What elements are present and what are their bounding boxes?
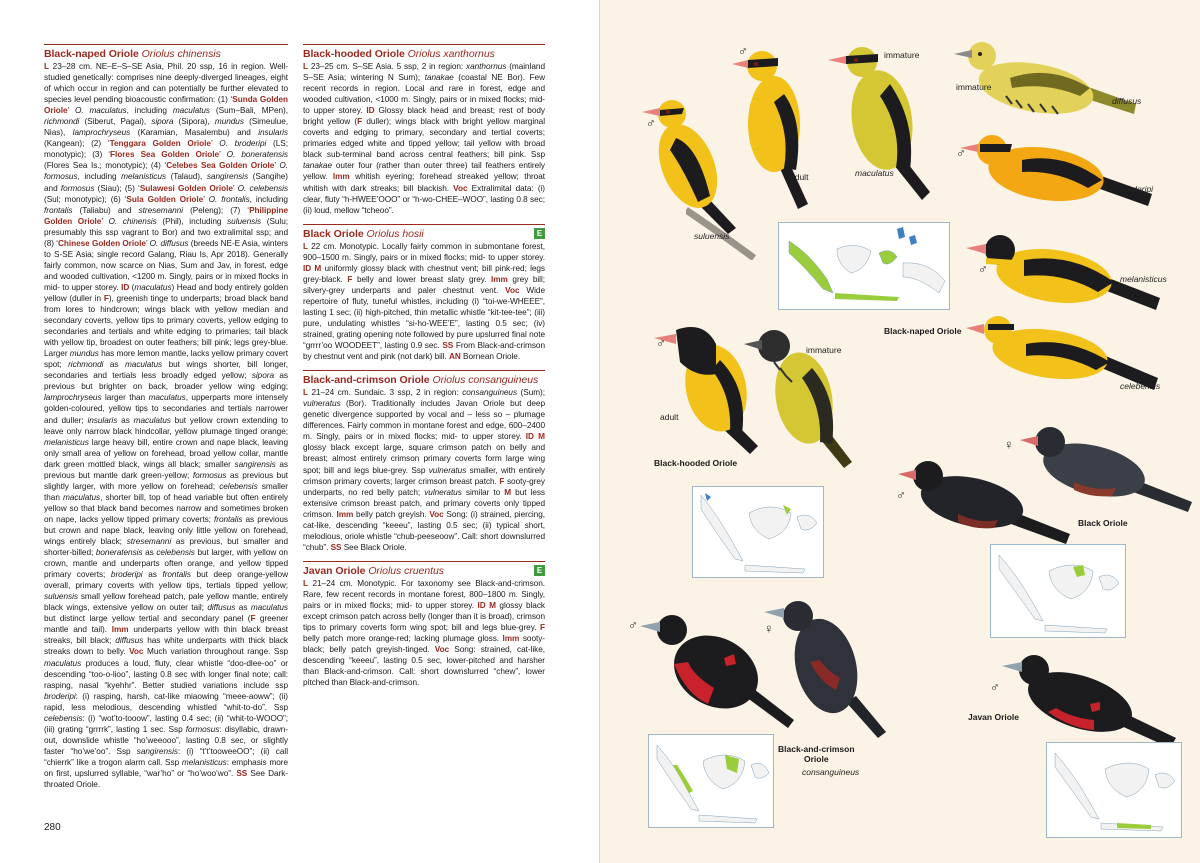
species-account-text: L 22 cm. Monotypic. Locally fairly common in submontane forest, 900–1500 m. Singly, pairs or in mixed flocks; mid- to upper storey. ID M uniformly glossy black with chestnut vent; bill pink-red; legs grey-black. F belly and lower breast slaty grey. Imm grey bill; silvery-grey underparts and paler chestnut vent. Voc Wide repertoire of fluty, tuneful whistles, including (i) “toi-we-WHEEE”, lasting 1 sec; (ii) high-pitched, thin metallic whistle “kit-tee-tee”; (iii) pure, undulating whistles “si-ho-WEE’E”, lasting 0.5 sec; (iv) strained, grating opening note followed by pure upslurred final note “grrrr’oo WOODEET”, lasting 0.9 sec. SS From Black-and-crimson by chestnut vent and pink (not dark) bill. AN Bornean Oriole. <box>303 241 546 362</box>
species-heading <box>303 370 545 386</box>
male-symbol: ♂ <box>738 43 748 58</box>
male-symbol: ♂ <box>978 261 988 276</box>
label-immature: immature <box>956 82 992 92</box>
species-scientific-name: Oriolus cruentus <box>368 564 444 577</box>
range-map-black-and-crimson <box>648 734 774 828</box>
caption-line-2: Oriole <box>803 754 829 764</box>
label-melanisticus: melanisticus <box>1120 274 1167 284</box>
endemic-badge: E <box>534 565 545 576</box>
caption-line-1: Black-and-crimson <box>778 744 855 754</box>
range-map-black-oriole <box>990 544 1126 638</box>
male-symbol: ♂ <box>956 145 966 160</box>
female-symbol: ♀ <box>764 621 774 636</box>
page-number: 280 <box>44 822 61 833</box>
bird-black-and-crimson-female <box>760 592 900 742</box>
caption-black-naped-oriole: Black-naped Oriole <box>884 326 962 336</box>
species-heading <box>44 44 288 60</box>
text-column-1 <box>44 44 288 798</box>
bird-javan-oriole-male <box>1000 646 1180 756</box>
male-symbol: ♂ <box>628 617 638 632</box>
species-common-name: Black-naped Oriole <box>44 48 142 60</box>
range-map-black-hooded <box>692 486 824 578</box>
caption-black-and-crimson-oriole <box>778 744 855 764</box>
species-common-name: Javan Oriole <box>303 564 369 577</box>
species-scientific-name: Oriolus hosii <box>366 227 424 240</box>
species-common-name: Black-hooded Oriole <box>303 48 408 60</box>
label-immature: immature <box>806 345 842 355</box>
species-common-name: Black Oriole <box>303 227 367 240</box>
bird-black-naped-broderipi <box>956 124 1156 214</box>
species-scientific-name: Oriolus consanguineus <box>432 374 539 387</box>
male-symbol: ♂ <box>896 487 906 502</box>
text-column-2 <box>303 44 545 696</box>
label-immature: immature <box>884 50 920 60</box>
species-account-text: L 21–24 cm. Sundaic. 3 ssp, 2 in region: consanguineus (Sum); vulneratus (Bor). Traditionally includes Javan Oriole but deep genetic divergence supported by vocal and – less so – plumage differences. Fairly common in montane forest and edge, 600–2400 m. Singly, pairs or in mixed flocks; mid- to upper storey. ID M glossy black except large, square crimson patch on belly and breast; almost entirely crimson primary coverts form large wing spot; bill and legs blue-grey. Ssp vulneratus smaller, with entirely crimson primary coverts; larger crimson breast patch. F sooty-grey underparts, no red belly patch; vulneratus similar to M but less extensive crimson breast patch, and primary coverts only tipped crimson. Imm belly patch greyish. Voc Song: (i) strained, piercing, cat-like, descending “keeeu”, lasting 0.5 sec; (ii) typical short, melodious, oriole whistle “chub-peeseoow”. Call: short downslurred “chub”. SS See Black Oriole. <box>303 388 546 552</box>
label-adult: adult <box>660 412 679 422</box>
range-map-black-naped <box>778 222 950 310</box>
bird-black-hooded-immature <box>740 322 860 472</box>
male-symbol: ♂ <box>646 115 656 130</box>
range-map-javan-oriole <box>1046 742 1182 838</box>
species-account-text: L 23–25 cm. S–SE Asia. 5 ssp, 2 in region: xanthornus (mainland S–SE Asia; wintering N Sum); tanakae (coastal NE Bor). Few recent records in region. Local and rare in forest, edge and wooded cultivation, <1000 m. Singly, pairs or in mixed flocks; mid- to upper storey. ID Glossy black head and breast; rest of body bright yellow (F duller); wings black with bright yellow marginal coverts and edging to primary, secondary and tertial coverts; primaries edged white and tipped yellow; tail yellow with broad black sub-terminal band across central feathers; bill pink. Ssp tanakae outer four (rather than outer three) tail feathers entirely yellow. Imm whitish eyering; forehead streaked yellow; throat whitish with dark streaks; bill blackish. Voc Extralimital data: (i) clear, fluty “h-HWEE’OOO” or “h-wo-CHEE–WOO”, lasting 0.8 sec; (ii) loud, mellow “tcheoo”. <box>303 62 546 215</box>
species-heading <box>303 561 545 577</box>
species-common-name: Black-and-crimson Oriole <box>303 374 433 387</box>
caption-javan-oriole: Javan Oriole <box>968 712 1020 722</box>
label-diffusus: diffusus <box>1112 96 1142 106</box>
species-scientific-name: Oriolus chinensis <box>141 48 221 60</box>
bird-black-oriole-male <box>894 450 1074 550</box>
caption-black-hooded-oriole: Black-hooded Oriole <box>654 458 738 468</box>
species-account-text: L 21–24 cm. Monotypic. For taxonomy see Black-and-crimson. Rare, few recent records in montane forest, 800–1800 m. Singly, pairs or in mixed flocks; mid- to upper storey. ID M glossy black except crimson patch across belly (longer than it is broad), crimson tips to primary coverts form wing spot; bill and legs blue-grey. F belly patch more orange-red; lacking plumage gloss. Imm sooty-black; belly patch greyish-tinged. Voc Song: strained, cat-like, descending “keeeu”, lasting 0.5 sec, lower-pitched and harsher than Black-and-crimson. Call: short downslurred “chew”, lower pitched than Black-and-crimson. <box>303 578 546 688</box>
caption-black-oriole: Black Oriole <box>1078 518 1128 528</box>
label-consanguineus: consanguineus <box>802 767 860 777</box>
label-suluensis: suluensis <box>694 231 730 241</box>
species-account-text: L 23–28 cm. NE–E–S–SE Asia, Phil. 20 ssp, 16 in region. Well-studied genetically: comprises nine deeply-diverged lineages, eight of which occur in region and can potentially be further elevated to species level pending bioacoustic confirmation: (1) ‘Sunda Golden Oriole’ O. maculatus, including maculatus (Sum–Bali, MPen), richmondi (Siberut, Pagai), sipora (Sipora), mundus (Simeulue, Nias), lamprochryseus (Karamian, Masalembu) and insularis (Kangean); (2) ‘Tenggara Golden Oriole’ O. broderipi (LS; monotypic); (3) ‘Flores Sea Golden Oriole’ O. boneratensis (Flores Sea Is.; monotypic); (4) ‘Celebes Sea Golden Oriole’ O. formosus, including melanisticus (Talaud), sangirensis (Sangihe) and formosus (Siau); (5) ‘Sulawesi Golden Oriole’ O. celebensis (Sul; monotypic); (6) ‘Sula Golden Oriole’ O. frontalis, including frontalis (Taliabu) and stresemanni (Peleng); (7) ‘Philippine Golden Oriole’ O. chinensis (Phil), including suluensis (Sulu; presumably this ssp vagrant to Bor) and two extralimital ssp; and (8) ‘Chinese Golden Oriole’ O. diffusus (breeds NE-E Asia, winters to S-SE Asia; single record Galang, Riau Is, Apr 2018). Generally fairly common, now scarce on Nias, Sum and Jav, in forest, edge and wooded cultivation, <1200 m. Singly, pairs or in mixed flocks in mid- to upper storey. ID (maculatus) Head and body entirely golden yellow (duller in F), greenish tinge to underparts; broad black band from lores to hindcrown; wings black with yellow median and secondary coverts, yellow tips to primary coverts, yellow edging to secondaries and tertials and white edging to primaries; tail black with yellow tip, broadest on outer feathers; bill pink; legs grey-blue. Larger mundus has more lemon mantle, lacks yellow primary covert spot; richmondi as maculatus but wings shorter, bill longer, secondaries and tertials less broadly edged yellow; sipora as previous but brighter on back, broader yellow wing edging; lamprochryseus larger than maculatus, upperparts more intensely golden-coloured, yellow tips to secondaries and tertials narrower and duller; insularis as maculatus but yellow crown extending to leave only narrow black hindcollar, yellow plumage tinged orange; melanisticus large heavy bill, entire crown and nape black, leaving only small area of yellow on forehead, broad yellow collar, mantle dark green mottled black, wings all black; smaller sangirensis as previous but mantle dark green-yellow; formosus as previous but slightly larger, with more yellow on forehead; celebensis smaller than maculatus, shorter bill, top of head variable but often entirely yellow so that black band becomes narrow and sometimes broken on nape, lacks yellow tipped primary coverts; frontalis as previous but crown and nape black, leaving only little yellow on forehead, wings entirely black; stresemanni as previous, but smaller and shorter-billed; boneratensis as celebensis but larger, with yellow on crown, mantle and underparts often orange, and yellow tipped primary coverts; broderipi as frontalis but deep orange-yellow overall, primary coverts with yellow tips, tertials tipped yellow; suluensis small yellow forehead patch, pale yellow mantle, entirely black wings, extensive yellow on outer tail; diffusus as maculatus but distinct large yellow tertial and secondary panel (F greener mantle and tail). Imm underparts yellow with thin black breast streaks, bill black; diffusus has white underparts with thick black streaks down to belly. Voc Much variation throughout range. Ssp maculatus produces a loud, fluty, clear whistle “doo-dlee-oo” or descending “too-o-lioo”, lasting 0.8 sec with longer final note; call: rasping, nasal “kyehhr”. Better studied variations include ssp broderipi: (i) rasping, harsh, cat-like miaowing “meee-aoww”; (ii) rapid, less melodious, descending whistled “whit-to-do”. Ssp celebensis: (i) “wot’to-tooow”, lasting 0.4 sec; (ii) “whit-to-WOOO”; (iii) grating “grrrrk”, lasting 1 sec. Ssp formosus: disyllabic, drawn-out, downslide whistle “ho’weeooo”, lasting 0.8 sec, or slightly faster “ho’we’oo”. Ssp sangirensis: (i) “t’t’tooweeOO”; (ii) call “chierrk” like a trogon alarm call. Ssp melanisticus: emphasis more on first, upslurred syllable, “war’ho” or “ho’woo’wo”. SS See Dark-throated Oriole. <box>44 62 289 790</box>
endemic-badge: E <box>534 228 545 239</box>
bird-black-naped-melanisticus <box>964 226 1164 316</box>
species-heading <box>303 44 545 60</box>
label-adult: adult <box>790 172 809 182</box>
species-scientific-name: Oriolus xanthornus <box>407 48 495 60</box>
bird-black-naped-maculatus <box>810 40 940 210</box>
male-symbol: ♂ <box>656 335 666 350</box>
female-symbol: ♀ <box>1004 437 1014 452</box>
label-maculatus: maculatus <box>855 168 894 178</box>
label-celebensis: celebensis <box>1120 381 1161 391</box>
species-heading <box>303 224 545 240</box>
label-broderipi: broderipi <box>1120 184 1154 194</box>
male-symbol: ♂ <box>990 679 1000 694</box>
illustration-plate <box>600 0 1200 863</box>
